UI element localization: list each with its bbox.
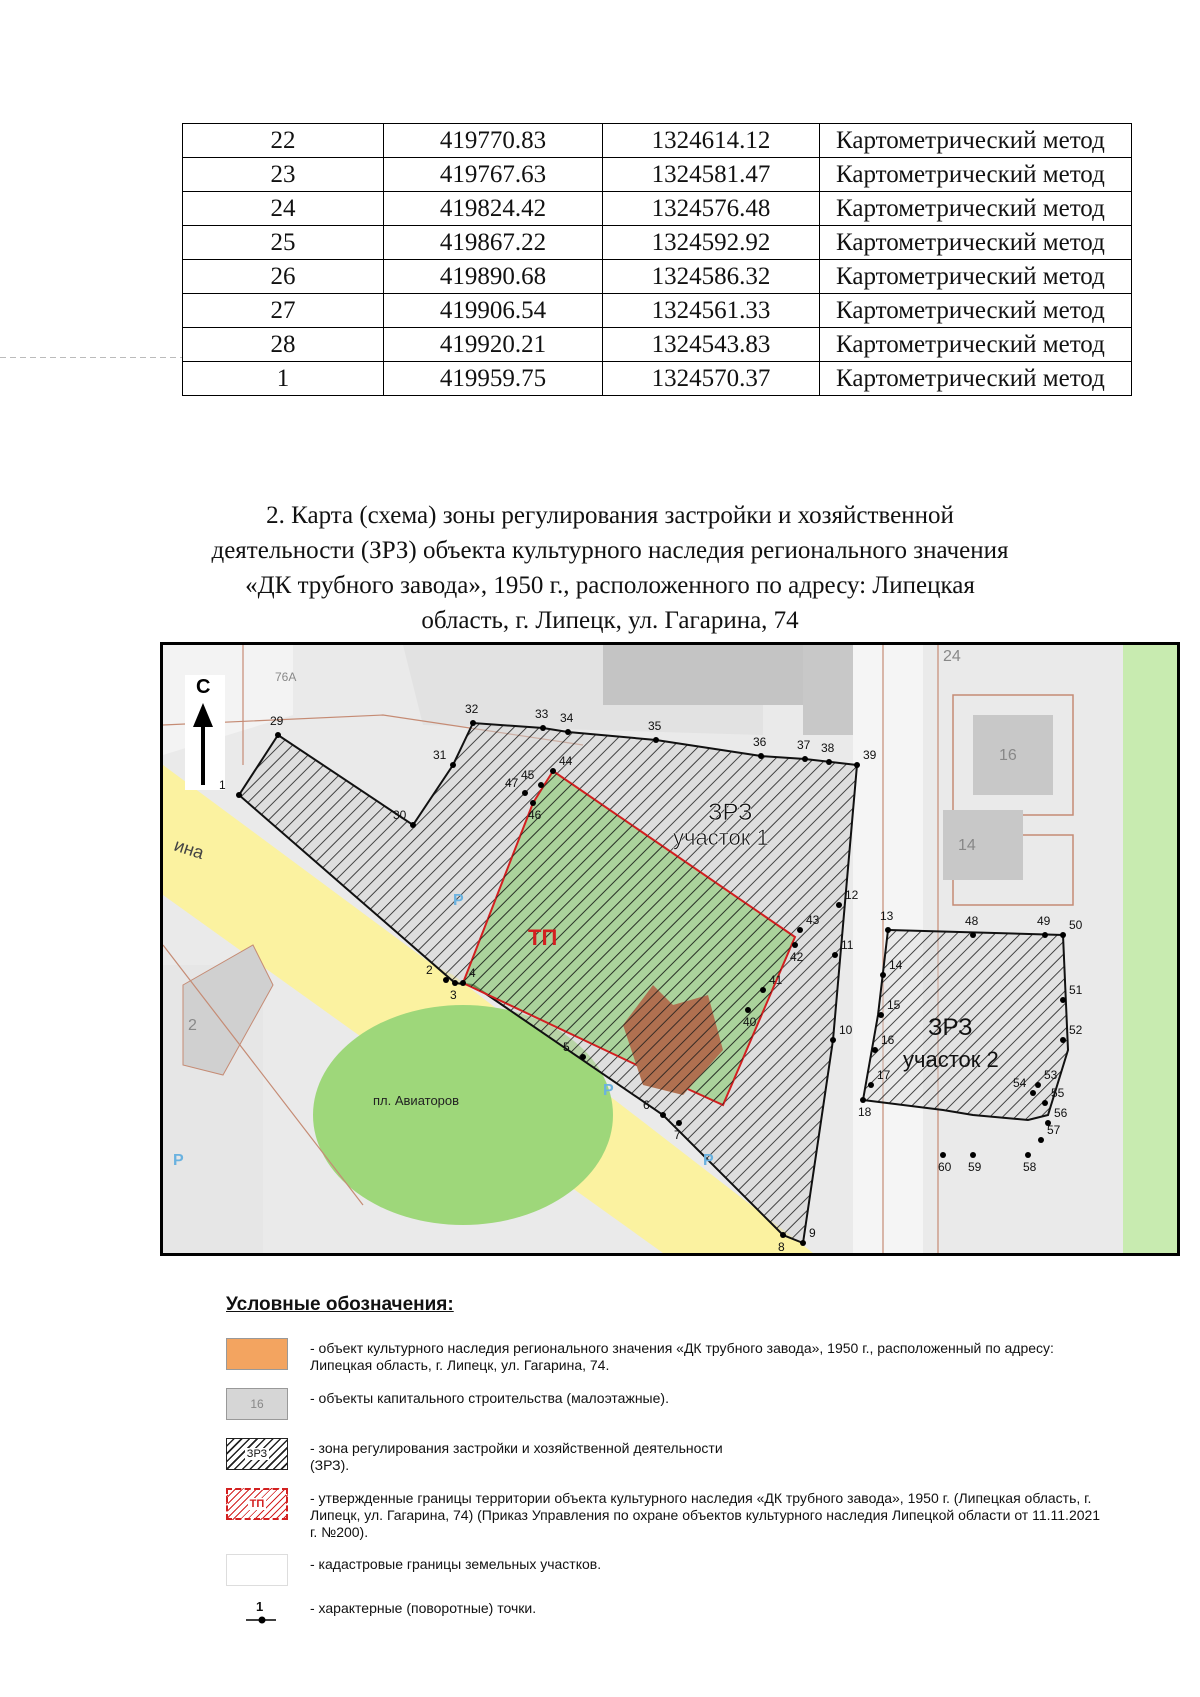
turning-point-label: 12 (845, 888, 859, 902)
legend-row-buildings (226, 1388, 1126, 1438)
table-cell: 23 (183, 158, 384, 192)
turning-point-marker (522, 790, 528, 796)
table-cell: Картометрический метод (820, 158, 1132, 192)
legend-row-heritage (226, 1338, 1126, 1388)
turning-point-label: 3 (450, 988, 457, 1002)
turning-point-marker (1025, 1152, 1031, 1158)
turning-point-marker (860, 1097, 866, 1103)
table-cell: 1 (183, 362, 384, 396)
legend-text: - кадастровые границы земельных участков. (310, 1556, 602, 1572)
turning-point-label: 18 (858, 1105, 872, 1119)
table-cell: 1324581.47 (603, 158, 820, 192)
table-cell: 1324543.83 (603, 328, 820, 362)
turning-point-label: 58 (1023, 1160, 1037, 1174)
turning-point-label: 40 (743, 1015, 757, 1029)
zone1-label: участок 1 (673, 825, 769, 850)
turning-point-marker (452, 980, 458, 986)
caption-line: «ДК трубного завода», 1950 г., расположенного по адресу: Липецкая (245, 572, 975, 599)
turning-point-label: 43 (806, 913, 820, 927)
turning-point-label: 41 (769, 973, 783, 987)
table-row (183, 192, 1132, 226)
turning-point-label: 1 (219, 778, 226, 792)
turning-point-marker (940, 1152, 946, 1158)
legend-row-tp (226, 1488, 1126, 1554)
table-cell: 419867.22 (384, 226, 603, 260)
turning-point-marker (275, 732, 281, 738)
turning-point-marker (460, 980, 466, 986)
legend-text: - зона регулирования застройки и хозяйственной деятельности (ЗРЗ). (310, 1440, 723, 1473)
table-cell: 1324576.48 (603, 192, 820, 226)
table-cell: 25 (183, 226, 384, 260)
turning-point-marker (565, 729, 571, 735)
turning-point-label: 39 (863, 748, 877, 762)
turning-point-marker (880, 972, 886, 978)
turning-point-label: 53 (1044, 1068, 1058, 1082)
heritage-swatch (226, 1338, 288, 1370)
turning-point-marker (470, 720, 476, 726)
square-label: пл. Авиаторов (373, 1093, 460, 1108)
turning-point-marker (550, 768, 556, 774)
turning-point-label: 32 (465, 702, 479, 716)
legend (226, 1294, 1126, 1648)
turning-point-marker (1035, 1082, 1041, 1088)
turning-point-marker (854, 762, 860, 768)
turning-point-marker (836, 902, 842, 908)
turning-point-marker (660, 1112, 666, 1118)
turning-point-marker (530, 800, 536, 806)
turning-point-marker (868, 1082, 874, 1088)
turning-point-label: 6 (643, 1098, 650, 1112)
turning-point-marker (832, 952, 838, 958)
turning-point-label: 7 (674, 1128, 681, 1142)
turning-point-marker (830, 1037, 836, 1043)
building-number: 14 (958, 837, 976, 854)
legend-text: - характерные (поворотные) точки. (310, 1600, 537, 1616)
north-label: С (196, 676, 211, 698)
table-cell: 22 (183, 124, 384, 158)
caption-line: 2. Карта (схема) зоны регулирования застройки и хозяйственной (266, 502, 954, 529)
turning-point-label: 16 (881, 1033, 895, 1047)
legend-text: - объект культурного наследия регионального значения «ДК трубного завода», 1950 г., расположенный по адресу: Липецкая область, г. Липецк, ул. Гагарина, 74. (310, 1340, 1054, 1373)
turning-point-marker (802, 756, 808, 762)
turning-point-label: 56 (1054, 1106, 1068, 1120)
turning-point-label: 60 (938, 1160, 952, 1174)
tp-swatch (226, 1488, 288, 1520)
table-cell: Картометрический метод (820, 226, 1132, 260)
turning-point-label: 57 (1047, 1123, 1061, 1137)
turning-point-label: 13 (880, 909, 894, 923)
table-cell: 27 (183, 294, 384, 328)
turning-point-label: 47 (505, 776, 519, 790)
table-row (183, 362, 1132, 396)
turning-point-label: 15 (887, 998, 901, 1012)
turning-point-marker (540, 725, 546, 731)
turning-point-marker (676, 1120, 682, 1126)
table-row (183, 328, 1132, 362)
table-cell: 419920.21 (384, 328, 603, 362)
coordinate-table (182, 123, 1132, 396)
turning-point-label: 52 (1069, 1023, 1083, 1037)
north-arrow-icon (185, 675, 225, 790)
turning-point-marker (1038, 1137, 1044, 1143)
turning-point-marker (758, 753, 764, 759)
zone-map (160, 642, 1180, 1256)
table-row (183, 294, 1132, 328)
turning-point-marker (826, 759, 832, 765)
turning-point-label: 10 (839, 1023, 853, 1037)
tp-label: ТП (528, 925, 558, 950)
table-cell: 28 (183, 328, 384, 362)
table-cell: 24 (183, 192, 384, 226)
turning-point-marker (797, 927, 803, 933)
table-cell: Картометрический метод (820, 192, 1132, 226)
table-cell: 419767.63 (384, 158, 603, 192)
turning-point-marker (760, 987, 766, 993)
turning-point-marker (780, 1232, 786, 1238)
turning-point-marker (1030, 1090, 1036, 1096)
turning-point-label: 29 (270, 714, 284, 728)
map-number: 24 (943, 648, 961, 665)
zrz-swatch (226, 1438, 288, 1470)
turning-point-label: 31 (433, 748, 447, 762)
table-cell: 1324561.33 (603, 294, 820, 328)
turning-point-label: 17 (877, 1068, 891, 1082)
legend-text: - объекты капитального строительства (малоэтажные). (310, 1390, 669, 1406)
table-cell: 1324614.12 (603, 124, 820, 158)
turning-point-label: 4 (469, 966, 476, 980)
turning-point-marker (450, 762, 456, 768)
parking-label: P (603, 1082, 614, 1099)
parking-label: P (173, 1152, 184, 1169)
parking-label: P (703, 1152, 714, 1169)
turning-point-label: 30 (393, 808, 407, 822)
turning-point-label: 59 (968, 1160, 982, 1174)
turning-point-label: 5 (563, 1040, 570, 1054)
turning-point-marker (885, 927, 891, 933)
turning-point-marker (1060, 1037, 1066, 1043)
legend-row-zrz (226, 1438, 1126, 1488)
turning-point-marker (1042, 1100, 1048, 1106)
table-cell: 419824.42 (384, 192, 603, 226)
table-cell: 419770.83 (384, 124, 603, 158)
buildings-swatch: 16 (226, 1388, 288, 1420)
street-label: ина (171, 834, 207, 864)
turning-point-label: 55 (1051, 1086, 1065, 1100)
turning-point-label: 36 (753, 735, 767, 749)
turning-point-marker (792, 942, 798, 948)
point-swatch-number: 1 (256, 1599, 264, 1614)
turning-point-label: 35 (648, 719, 662, 733)
table-cell: 1324586.32 (603, 260, 820, 294)
turning-point-marker (970, 1152, 976, 1158)
zone2-label: ЗРЗ (928, 1014, 973, 1041)
table-cell: 419959.75 (384, 362, 603, 396)
turning-point-label: 14 (889, 958, 903, 972)
table-cell: 1324570.37 (603, 362, 820, 396)
turning-point-marker (443, 977, 449, 983)
zone1-label: ЗРЗ (708, 799, 753, 826)
turning-point-marker (970, 932, 976, 938)
map-number: 76А (275, 670, 297, 684)
point-swatch (226, 1598, 288, 1630)
turning-point-marker (745, 1007, 751, 1013)
parking-label: P (453, 892, 464, 909)
turning-point-label: 38 (821, 741, 835, 755)
turning-point-label: 51 (1069, 983, 1083, 997)
turning-point-label: 9 (809, 1226, 816, 1240)
turning-point-marker (236, 792, 242, 798)
table-cell: Картометрический метод (820, 362, 1132, 396)
turning-point-label: 2 (426, 963, 433, 977)
table-cell: 26 (183, 260, 384, 294)
building-number: 2 (188, 1017, 197, 1034)
tp-swatch-label: ТП (249, 1498, 265, 1510)
turning-point-marker (878, 1012, 884, 1018)
table-row (183, 124, 1132, 158)
turning-point-label: 54 (1013, 1076, 1027, 1090)
turning-point-marker (800, 1240, 806, 1246)
legend-row-cadastral (226, 1554, 1126, 1598)
table-row (183, 158, 1132, 192)
scan-artifact-line (0, 357, 182, 358)
turning-point-marker (1060, 997, 1066, 1003)
turning-point-marker (653, 737, 659, 743)
turning-point-label: 37 (797, 738, 811, 752)
legend-text: - утвержденные границы территории объекта культурного наследия «ДК трубного завода», 1950 г. (Липецкая область, г. Липецк, ул. Гагарина, 74) (Приказ Управления по охране объектов культурного наследия Липецкой области от 11.11.2021 г. №200). (310, 1490, 1101, 1540)
turning-point-label: 33 (535, 707, 549, 721)
building-number: 16 (999, 747, 1017, 764)
cadastral-swatch (226, 1554, 288, 1586)
turning-point-label: 42 (790, 950, 804, 964)
table-cell: 1324592.92 (603, 226, 820, 260)
turning-point-label: 44 (559, 754, 573, 768)
zone2-label: участок 2 (903, 1047, 999, 1072)
turning-point-label: 50 (1069, 918, 1083, 932)
legend-title: Условные обозначения: (226, 1294, 454, 1315)
zrz-swatch-label: ЗРЗ (246, 1448, 268, 1460)
turning-point-marker (1042, 932, 1048, 938)
legend-row-point (226, 1598, 1126, 1648)
table-cell: Картометрический метод (820, 260, 1132, 294)
table-cell: 419906.54 (384, 294, 603, 328)
turning-point-marker (410, 822, 416, 828)
table-cell: Картометрический метод (820, 294, 1132, 328)
table-row (183, 260, 1132, 294)
turning-point-label: 8 (778, 1240, 785, 1253)
turning-point-marker (538, 782, 544, 788)
caption-line: деятельности (ЗРЗ) объекта культурного наследия регионального значения (211, 537, 1009, 564)
table-row (183, 226, 1132, 260)
turning-point-label: 11 (841, 938, 854, 952)
turning-point-marker (580, 1054, 586, 1060)
turning-point-label: 48 (965, 914, 979, 928)
table-cell: Картометрический метод (820, 124, 1132, 158)
turning-point-label: 34 (560, 711, 574, 725)
turning-point-marker (872, 1047, 878, 1053)
table-cell: 419890.68 (384, 260, 603, 294)
turning-point-marker (1060, 932, 1066, 938)
turning-point-label: 49 (1037, 914, 1051, 928)
table-cell: Картометрический метод (820, 328, 1132, 362)
turning-point-label: 46 (528, 808, 542, 822)
caption-line: область, г. Липецк, ул. Гагарина, 74 (421, 607, 799, 634)
map-caption (170, 498, 1050, 638)
turning-point-label: 45 (521, 768, 535, 782)
